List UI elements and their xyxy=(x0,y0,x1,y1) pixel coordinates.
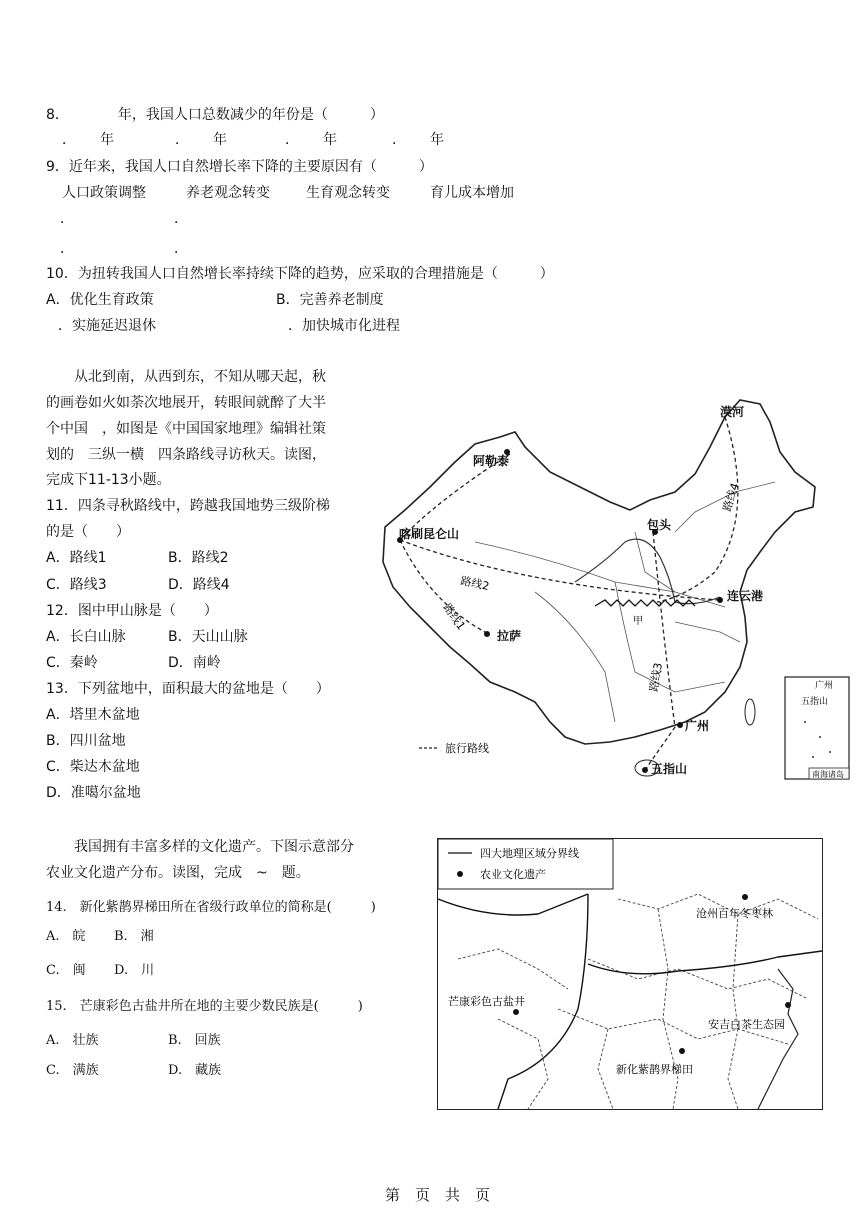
q12-option-a: A．长白山脉 xyxy=(46,629,126,645)
label-route3: 路线3 xyxy=(647,661,665,693)
inset-guangzhou: 广州 xyxy=(815,681,834,691)
label-mohe: 漠河 xyxy=(720,405,745,419)
q14-stem: 14. 新化紫鹊界梯田所在省级行政单位的简称是( ) xyxy=(46,900,376,915)
q15-stem: 15. 芒康彩色古盐井所在地的主要少数民族是( ) xyxy=(46,999,363,1014)
q8-stem: 8． 年，我国人口总数减少的年份是（ ） xyxy=(46,107,384,123)
label-jia: 甲 xyxy=(633,616,643,627)
label-xinhua: 新化紫鹊界梯田 xyxy=(616,1063,693,1076)
q14-option-d: D. 川 xyxy=(114,963,155,978)
q8-option-c-dot: ． xyxy=(285,132,299,148)
wuzhishan-dot xyxy=(642,767,648,773)
legend-boundary-label: 四大地理区域分界线 xyxy=(480,847,579,860)
coastline xyxy=(758,969,798,1109)
heritage-map xyxy=(437,838,823,1110)
q13-option-c: C．柴达木盆地 xyxy=(46,759,140,775)
inset-frame xyxy=(785,677,849,779)
passage1-line-5: 完成下11-13小题。 xyxy=(46,472,171,488)
label-mangkang: 芒康彩色古盐井 xyxy=(448,995,525,1008)
q9-option-a: ． xyxy=(60,211,74,227)
q8-option-b-year: 年 xyxy=(213,132,227,148)
q9-item-3: 生育观念转变 xyxy=(306,185,390,201)
label-guangzhou: 广州 xyxy=(685,719,710,733)
passage2-line-2: 农业文化遗产分布。读图，完成 ~ 题。 xyxy=(46,865,310,881)
q13-stem: 13．下列盆地中，面积最大的盆地是（ ） xyxy=(46,681,330,697)
label-anji: 安吉白茶生态园 xyxy=(708,1018,785,1031)
legend-route-label: 旅行路线 xyxy=(445,742,489,755)
q10-stem: 10．为扭转我国人口自然增长率持续下降的趋势，应采取的合理措施是（ ） xyxy=(46,266,554,282)
label-baotou: 包头 xyxy=(647,518,672,532)
province-boundary xyxy=(598,1029,613,1109)
q15-option-a: A. 壮族 xyxy=(46,1033,99,1048)
inset-island xyxy=(804,721,806,723)
q14-option-c: C. 闽 xyxy=(46,963,86,978)
label-route4: 路线4 xyxy=(720,481,742,513)
inset-wuzhishan: 五指山 xyxy=(801,697,829,707)
label-cangzhou: 沧州百年冬枣林 xyxy=(696,907,773,920)
region-boundary-northwest xyxy=(438,894,588,915)
province-boundary xyxy=(498,1019,548,1109)
q8-option-d-year: 年 xyxy=(430,132,444,148)
china-outline xyxy=(383,400,815,744)
q10-option-b: B．完善养老制度 xyxy=(276,292,384,308)
page-footer: 第 页 共 页 xyxy=(385,1186,491,1204)
passage1-line-3: 个中国 ，如图是《中国国家地理》编辑社策 xyxy=(46,421,326,437)
q12-option-c: C．秦岭 xyxy=(46,655,98,671)
q13-option-a: A．塔里木盆地 xyxy=(46,707,140,723)
inset-island xyxy=(812,756,814,758)
passage1-line-4: 划的 三纵一横 四条路线寻访秋天。读图， xyxy=(46,447,326,463)
q11-stem-2: 的是（ ） xyxy=(46,524,130,540)
cangzhou-dot xyxy=(742,894,748,900)
inset-island xyxy=(819,736,821,738)
passage2-line-1: 我国拥有丰富多样的文化遗产。下图示意部分 xyxy=(46,839,354,855)
q9-item-4: 育儿成本增加 xyxy=(430,185,514,201)
passage1-line-1: 从北到南，从西到东，不知从哪天起，秋 xyxy=(46,369,326,385)
inset-caption: 南海诸岛 xyxy=(812,770,844,779)
label-kashi: 喀刷昆仑山 xyxy=(399,527,460,541)
province-boundary xyxy=(658,909,678,1109)
mangkang-dot xyxy=(513,1009,519,1015)
label-wuzhishan: 五指山 xyxy=(651,762,688,776)
q14-option-a: A. 皖 xyxy=(46,929,86,944)
q15-option-c: C. 满族 xyxy=(46,1063,99,1078)
q9-option-c: ． xyxy=(60,241,74,257)
anji-dot xyxy=(785,1002,791,1008)
q10-option-c: ．实施延迟退休 xyxy=(58,318,156,334)
province-boundary xyxy=(588,959,808,999)
q9-item-1: 人口政策调整 xyxy=(62,185,146,201)
q8-option-d-dot: ． xyxy=(392,132,406,148)
q11-option-c: C．路线3 xyxy=(46,577,107,593)
q9-stem: 9．近年来，我国人口自然增长率下降的主要原因有（ ） xyxy=(46,159,433,175)
lasa-dot xyxy=(484,631,490,637)
inset-island xyxy=(829,751,831,753)
q9-option-d: ． xyxy=(174,241,188,257)
q11-stem-1: 11．四条寻秋路线中，跨越我国地势三级阶梯 xyxy=(46,498,330,514)
label-aletai: 阿勒泰 xyxy=(473,454,510,468)
taiwan-island xyxy=(745,699,755,725)
q12-option-b: B．天山山脉 xyxy=(168,629,248,645)
province-boundary xyxy=(458,949,568,989)
q13-option-d: D．准噶尔盆地 xyxy=(46,785,141,801)
q9-option-b: ． xyxy=(174,211,188,227)
q15-option-b: B. 回族 xyxy=(168,1033,221,1048)
passage1-line-2: 的画卷如火如荼次地展开，转眼间就醉了大半 xyxy=(46,395,326,411)
q8-option-a-year: 年 xyxy=(100,132,114,148)
q10-option-a: A．优化生育政策 xyxy=(46,292,154,308)
label-route2: 路线2 xyxy=(459,574,491,593)
q8-option-a-dot: ． xyxy=(62,132,76,148)
legend-heritage-dot xyxy=(457,871,463,877)
q14-option-b: B. 湘 xyxy=(114,929,154,944)
lianyungang-dot xyxy=(717,597,723,603)
legend-heritage-label: 农业文化遗产 xyxy=(480,868,546,881)
label-route1: 路线1 xyxy=(440,601,468,633)
china-route-map-svg xyxy=(375,392,855,792)
q11-option-b: B．路线2 xyxy=(168,550,229,566)
label-lianyungang: 连云港 xyxy=(727,589,764,603)
guangzhou-dot xyxy=(677,722,683,728)
heritage-map-svg xyxy=(438,839,822,1109)
q13-option-b: B．四川盆地 xyxy=(46,733,126,749)
q9-item-2: 养老观念转变 xyxy=(186,185,270,201)
q10-option-d: ．加快城市化进程 xyxy=(288,318,400,334)
q12-stem: 12．图中甲山脉是（ ） xyxy=(46,603,218,619)
province-boundary xyxy=(728,914,738,1109)
q15-option-d: D. 藏族 xyxy=(168,1063,222,1078)
region-boundary-north-south xyxy=(588,951,822,974)
q11-option-d: D．路线4 xyxy=(168,577,230,593)
q8-option-b-dot: ． xyxy=(175,132,189,148)
xinhua-dot xyxy=(679,1048,685,1054)
q12-option-d: D．南岭 xyxy=(168,655,221,671)
label-lasa: 拉萨 xyxy=(497,629,522,643)
q11-option-a: A．路线1 xyxy=(46,550,107,566)
q8-option-c-year: 年 xyxy=(323,132,337,148)
china-route-map xyxy=(375,392,855,792)
